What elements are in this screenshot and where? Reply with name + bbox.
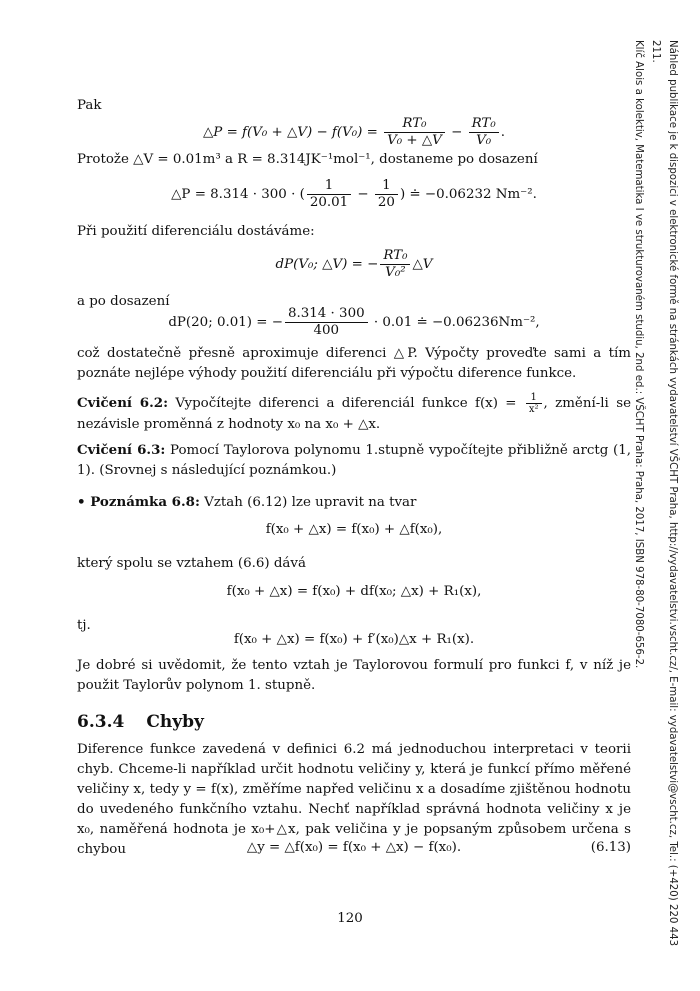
- equation-number: (6.13): [590, 840, 631, 855]
- sidebar-preview-note: Náhled publikace je k dispozici v elektronické formě na stránkách vydavatelství VŠCHT Praha, http://vydavatelstvi.vscht.cz/, E-mail: vydavatelstvi@vscht.cz, Tel.: (+420) 220 443 211.: [650, 40, 678, 947]
- para-ktery: který spolu se vztahem (6.6) dává: [77, 556, 306, 571]
- equation-taylor-3: f(x₀ + △x) = f(x₀) + f′(x₀)△x + R₁(x).: [233, 632, 475, 647]
- equation-differential: dP(V₀; △V) = − $\frac{\text{RT₀}}{\text{V₀²}}$ △V: [275, 248, 433, 280]
- equation-error: △y = △f(x₀) = f(x₀ + △x) − f(x₀). (6.13): [77, 838, 631, 858]
- exercise-6-2: Cvičení 6.2: Vypočítejte diferenci a diferenciál funkce f(x) = $\frac{1}{\text{x²}}$ , změní-li se nezávisle proměnná z hodnoty x₀ na x₀ + △x.: [77, 392, 631, 432]
- para-chyby: Diference funkce zavedená v definici 6.2 má jednoduchou interpretaci v teorii chyb. Chceme-li například určit hodnotu veličiny y, která je funkcí přímo měřené veličiny x, tedy y = f(x), změříme napřed veličinu x a dosadíme zjištěnou hodnotu do uvedeného funkčního vztahu. Nechť například správná hodnota veličiny x je x₀, naměřená hodnota je x₀+△x, pak veličina y je popsaným způsobem určena s chybou: [77, 742, 631, 857]
- section-number: 6.3.4: [77, 712, 125, 732]
- exercise-6-3: Cvičení 6.3: Pomocí Taylorova polynomu 1.stupně vypočítejte přibližně arctg (1, 1). (Srovnej s následující poznámkou.): [77, 442, 631, 478]
- remark-6-8: • Poznámka 6.8: Vztah (6.12) lze upravit na tvar: [77, 494, 417, 510]
- section-title: Chyby: [146, 712, 204, 732]
- equation-taylor-1: f(x₀ + △x) = f(x₀) + △f(x₀),: [265, 522, 443, 537]
- page-number: 120: [337, 911, 363, 926]
- section-heading: [77, 712, 204, 732]
- para-coz: což dostatečně přesně aproximuje diferenci △P. Výpočty proveďte sami a tím poznáte nejlépe výhody použití diferenciálu při výpočtu diference funkce.: [77, 346, 631, 381]
- equation-differential-numeric: dP(20; 0.01) = − $\frac{8.314 \cdot 300}{400}$ · 0.01 ≐ −0.06236Nm⁻²,: [168, 306, 540, 338]
- equation-delta-p-numeric: △P = 8.314 · 300 · ( $\frac{1}{20.01}$ − $\frac{1}{20}$ ) ≐ −0.06232 Nm⁻².: [171, 178, 537, 210]
- para-pak: Pak: [77, 98, 102, 113]
- equation-delta-p: △P = f(V₀ + △V) − f(V₀) = $\frac{\text{RT₀}}{\text{V₀ + △V}}$ − $\frac{\text{RT₀}}{\text{V₀}}$ .: [203, 116, 505, 148]
- equation-taylor-2: f(x₀ + △x) = f(x₀) + df(x₀; △x) + R₁(x),: [226, 584, 482, 599]
- para-tj: tj.: [77, 618, 91, 633]
- para-protoze: Protože △V = 0.01m³ a R = 8.314JK⁻¹mol⁻¹, dostaneme po dosazení: [77, 152, 538, 167]
- para-po-dosazeni: a po dosazení: [77, 294, 170, 309]
- sidebar-citation: Klíč Alois a kolektiv, Matematika I ve strukturovaném studiu, 2nd ed.: VŠCHT Praha: Praha, 2017, ISBN 978-80-7080-656-2.: [633, 40, 644, 669]
- para-je-dobre: Je dobré si uvědomit, že tento vztah je Taylorovou formulí pro funkci f, v níž je použit Taylorův polynom 1. stupně.: [77, 658, 631, 693]
- sidebar-note: [633, 40, 681, 960]
- para-pri-pouziti: Při použití diferenciálu dostáváme:: [77, 224, 315, 239]
